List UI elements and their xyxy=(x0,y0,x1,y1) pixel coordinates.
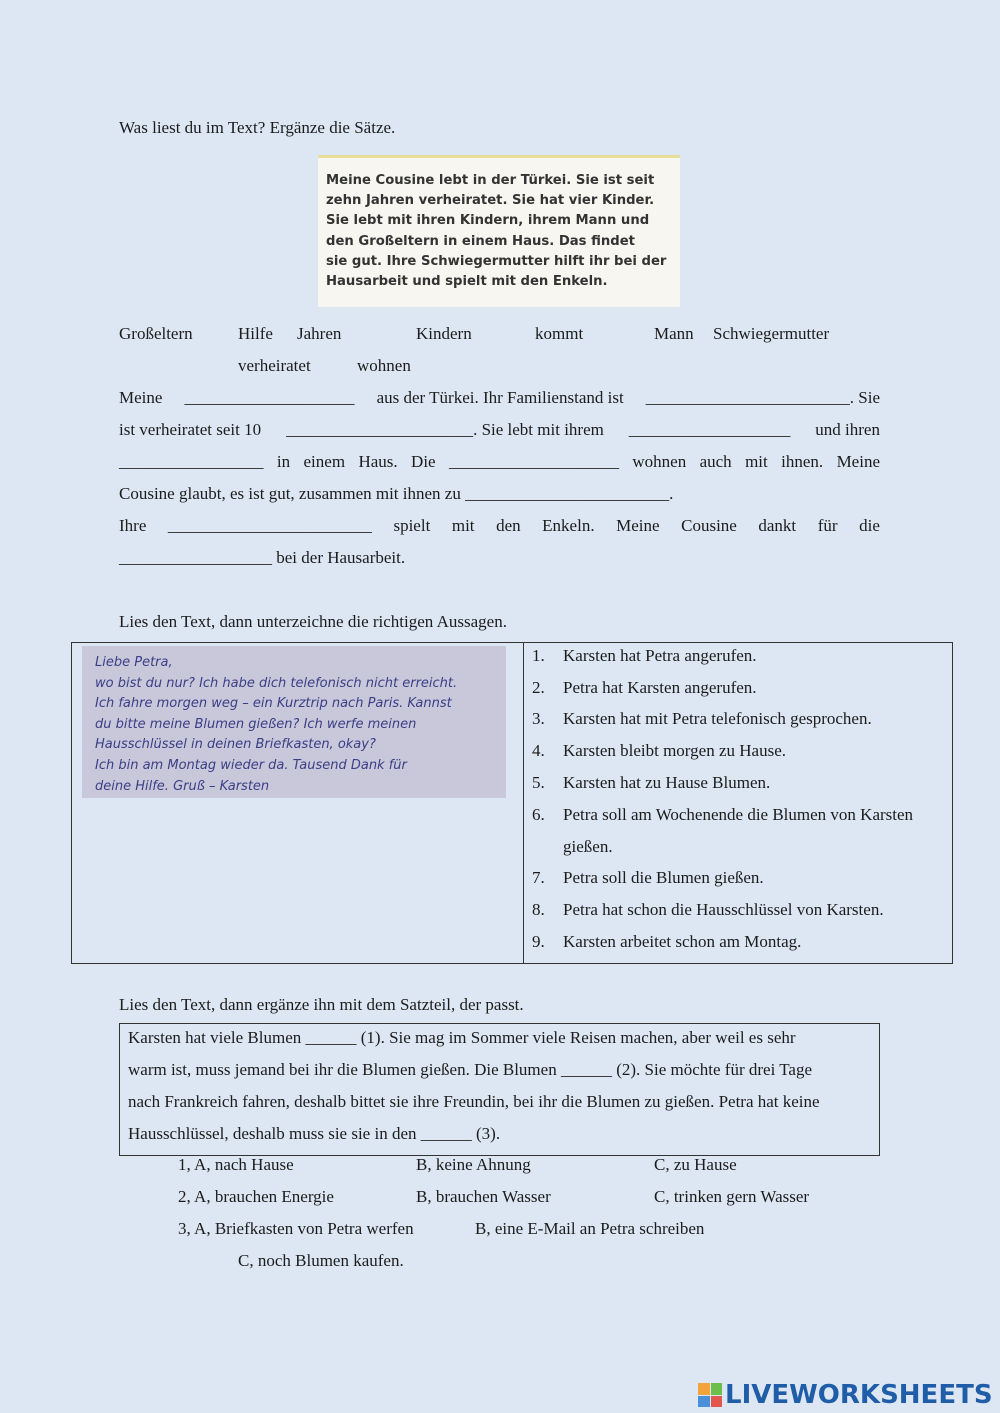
table-divider xyxy=(523,643,524,963)
note-line: Liebe Petra, xyxy=(95,655,173,670)
statement-text: Karsten bleibt morgen zu Hause. xyxy=(563,741,786,760)
statement-number: 3. xyxy=(532,709,545,728)
word-bank-item: kommt xyxy=(535,324,584,343)
text-segment: und ihren xyxy=(815,420,880,439)
badge-tile xyxy=(711,1383,723,1395)
gap-sentence-line xyxy=(119,388,880,408)
word-bank-item: Kindern xyxy=(416,324,472,343)
statement-text: Karsten hat mit Petra telefonisch gesprochen. xyxy=(563,709,872,728)
exercise2-instruction: Lies den Text, dann unterzeichne die richtigen Aussagen. xyxy=(119,612,507,631)
text-segment: einem xyxy=(303,452,346,471)
excerpt-line: Hausarbeit und spielt mit den Enkeln. xyxy=(326,274,608,290)
handwritten-note-image xyxy=(82,646,506,798)
text-line[interactable]: warm ist, muss jemand bei ihr die Blumen gießen. Die Blumen ______ (2). Sie möchte für drei Tage xyxy=(128,1060,813,1079)
text-segment: ihnen. xyxy=(781,452,824,471)
blank-field[interactable]: ____________________ xyxy=(448,452,619,471)
option-2c[interactable]: C, trinken gern Wasser xyxy=(654,1187,810,1206)
word-bank-item: Schwiegermutter xyxy=(713,324,830,343)
statement-text: Petra hat Karsten angerufen. xyxy=(563,678,757,697)
note-line: wo bist du nur? Ich habe dich telefonisch nicht erreicht. xyxy=(95,675,458,691)
note-line: deine Hilfe. Gruß – Karsten xyxy=(95,778,270,794)
text-segment: wohnen xyxy=(632,452,687,471)
exercise1-instruction: Was liest du im Text? Ergänze die Sätze. xyxy=(119,118,396,137)
word-bank-item: Mann xyxy=(654,324,694,343)
statement-text: gießen. xyxy=(563,837,613,856)
text-segment: die xyxy=(859,516,880,535)
option-3b[interactable]: B, eine E-Mail an Petra schreiben xyxy=(475,1219,705,1238)
gap-sentence-line[interactable]: Cousine glaubt, es ist gut, zusammen mit ihnen zu ________________________. xyxy=(119,484,674,503)
note-line: Ich bin am Montag wieder da. Tausend Dank für xyxy=(95,757,407,773)
text-segment: Meine xyxy=(119,388,163,407)
statement-text: Karsten hat zu Hause Blumen. xyxy=(563,773,771,792)
word-bank-item: verheiratet xyxy=(238,356,311,375)
statement-text: Karsten arbeitet schon am Montag. xyxy=(563,932,802,951)
option-1b[interactable]: B, keine Ahnung xyxy=(416,1155,531,1174)
text-segment: Meine xyxy=(616,516,660,535)
text-segment: Cousine xyxy=(681,516,737,535)
exercise3-text-box xyxy=(119,1023,880,1156)
text-line: nach Frankreich fahren, deshalb bittet sie ihre Freundin, bei ihr die Blumen zu gießen. Petra hat keine xyxy=(128,1092,820,1111)
text-segment: Haus. xyxy=(358,452,398,471)
text-segment: mit xyxy=(451,516,475,535)
gap-sentence-line[interactable]: __________________ bei der Hausarbeit. xyxy=(119,548,406,567)
excerpt-line: Sie lebt mit ihren Kindern, ihrem Mann und xyxy=(326,213,650,229)
excerpt-text-image xyxy=(318,155,680,307)
note-line: Ich fahre morgen weg – ein Kurztrip nach Paris. Kannst xyxy=(95,696,452,712)
option-3a[interactable]: 3, A, Briefkasten von Petra werfen xyxy=(178,1219,414,1238)
statement-number: 4. xyxy=(532,741,545,760)
logo-badge-icon xyxy=(698,1383,722,1407)
option-2b[interactable]: B, brauchen Wasser xyxy=(416,1187,551,1206)
word-bank-item: Jahren xyxy=(297,324,342,343)
text-segment: dankt xyxy=(758,516,797,535)
text-segment: den xyxy=(496,516,521,535)
word-bank-item: Hilfe xyxy=(238,324,273,343)
statement-number: 2. xyxy=(532,678,545,697)
statement-number: 9. xyxy=(532,932,545,951)
statement-text: Karsten hat Petra angerufen. xyxy=(563,646,757,665)
word-bank-item: wohnen xyxy=(357,356,411,375)
text-segment: für xyxy=(817,516,838,535)
badge-tile xyxy=(711,1396,723,1408)
text-segment: Ihre xyxy=(119,516,147,535)
note-line: Hausschlüssel in deinen Briefkasten, okay? xyxy=(95,737,376,753)
note-line: du bitte meine Blumen gießen? Ich werfe meinen xyxy=(95,716,417,732)
blank-field[interactable]: ________________________. Sie xyxy=(645,388,880,407)
exercise2-table xyxy=(71,642,953,964)
badge-tile xyxy=(698,1383,710,1395)
text-segment: spielt xyxy=(393,516,431,535)
blank-field[interactable]: ___________________ xyxy=(628,420,791,439)
option-3c[interactable]: C, noch Blumen kaufen. xyxy=(238,1251,404,1270)
excerpt-line: den Großeltern in einem Haus. Das findet xyxy=(326,233,635,249)
liveworksheets-logo xyxy=(698,1378,993,1412)
badge-tile xyxy=(698,1396,710,1408)
text-segment: auch xyxy=(699,452,732,471)
text-segment: mit xyxy=(745,452,768,471)
text-line[interactable]: Hausschlüssel, deshalb muss sie sie in den ______ (3). xyxy=(128,1124,501,1143)
blank-field[interactable]: _________________ xyxy=(119,452,264,471)
statement-text: Petra hat schon die Hausschlüssel von Karsten. xyxy=(563,900,884,919)
statement-number: 5. xyxy=(532,773,545,792)
exercise3-instruction: Lies den Text, dann ergänze ihn mit dem Satzteil, der passt. xyxy=(119,995,524,1014)
statement-number: 6. xyxy=(532,805,545,824)
statement-text: Petra soll die Blumen gießen. xyxy=(563,868,764,887)
excerpt-line: Meine Cousine lebt in der Türkei. Sie ist seit xyxy=(326,173,655,188)
statement-text: Petra soll am Wochenende die Blumen von Karsten xyxy=(563,805,914,824)
text-line[interactable]: Karsten hat viele Blumen ______ (1). Sie mag im Sommer viele Reisen machen, aber weil es sehr xyxy=(128,1028,796,1047)
text-segment: aus der Türkei. Ihr Familienstand ist xyxy=(376,388,624,407)
statement-number: 1. xyxy=(532,646,545,665)
text-segment: in xyxy=(276,452,291,471)
logo-text: LIVEWORKSHEETS xyxy=(725,1380,993,1410)
text-segment: ist verheiratet seit 10 xyxy=(119,420,262,439)
gap-sentence-line xyxy=(119,516,880,536)
option-2a[interactable]: 2, A, brauchen Energie xyxy=(178,1187,334,1206)
option-1c[interactable]: C, zu Hause xyxy=(654,1155,737,1174)
word-bank-item: Großeltern xyxy=(119,324,193,343)
text-segment: Meine xyxy=(836,452,880,471)
text-segment: Enkeln. xyxy=(542,516,595,535)
blank-field[interactable]: ________________________ xyxy=(167,516,372,535)
excerpt-line: zehn Jahren verheiratet. Sie hat vier Kinder. xyxy=(326,193,655,209)
statement-number: 8. xyxy=(532,900,545,919)
statement-number: 7. xyxy=(532,868,545,887)
gap-sentence-line xyxy=(119,452,880,472)
blank-field[interactable]: ____________________ xyxy=(184,388,355,407)
blank-field[interactable]: ______________________. Sie lebt mit ihrem xyxy=(286,420,604,439)
text-segment: Die xyxy=(411,452,436,471)
gap-sentence-line xyxy=(119,420,880,440)
excerpt-line: sie gut. Ihre Schwiegermutter hilft ihr bei der xyxy=(326,253,667,269)
option-1a[interactable]: 1, A, nach Hause xyxy=(178,1155,294,1174)
